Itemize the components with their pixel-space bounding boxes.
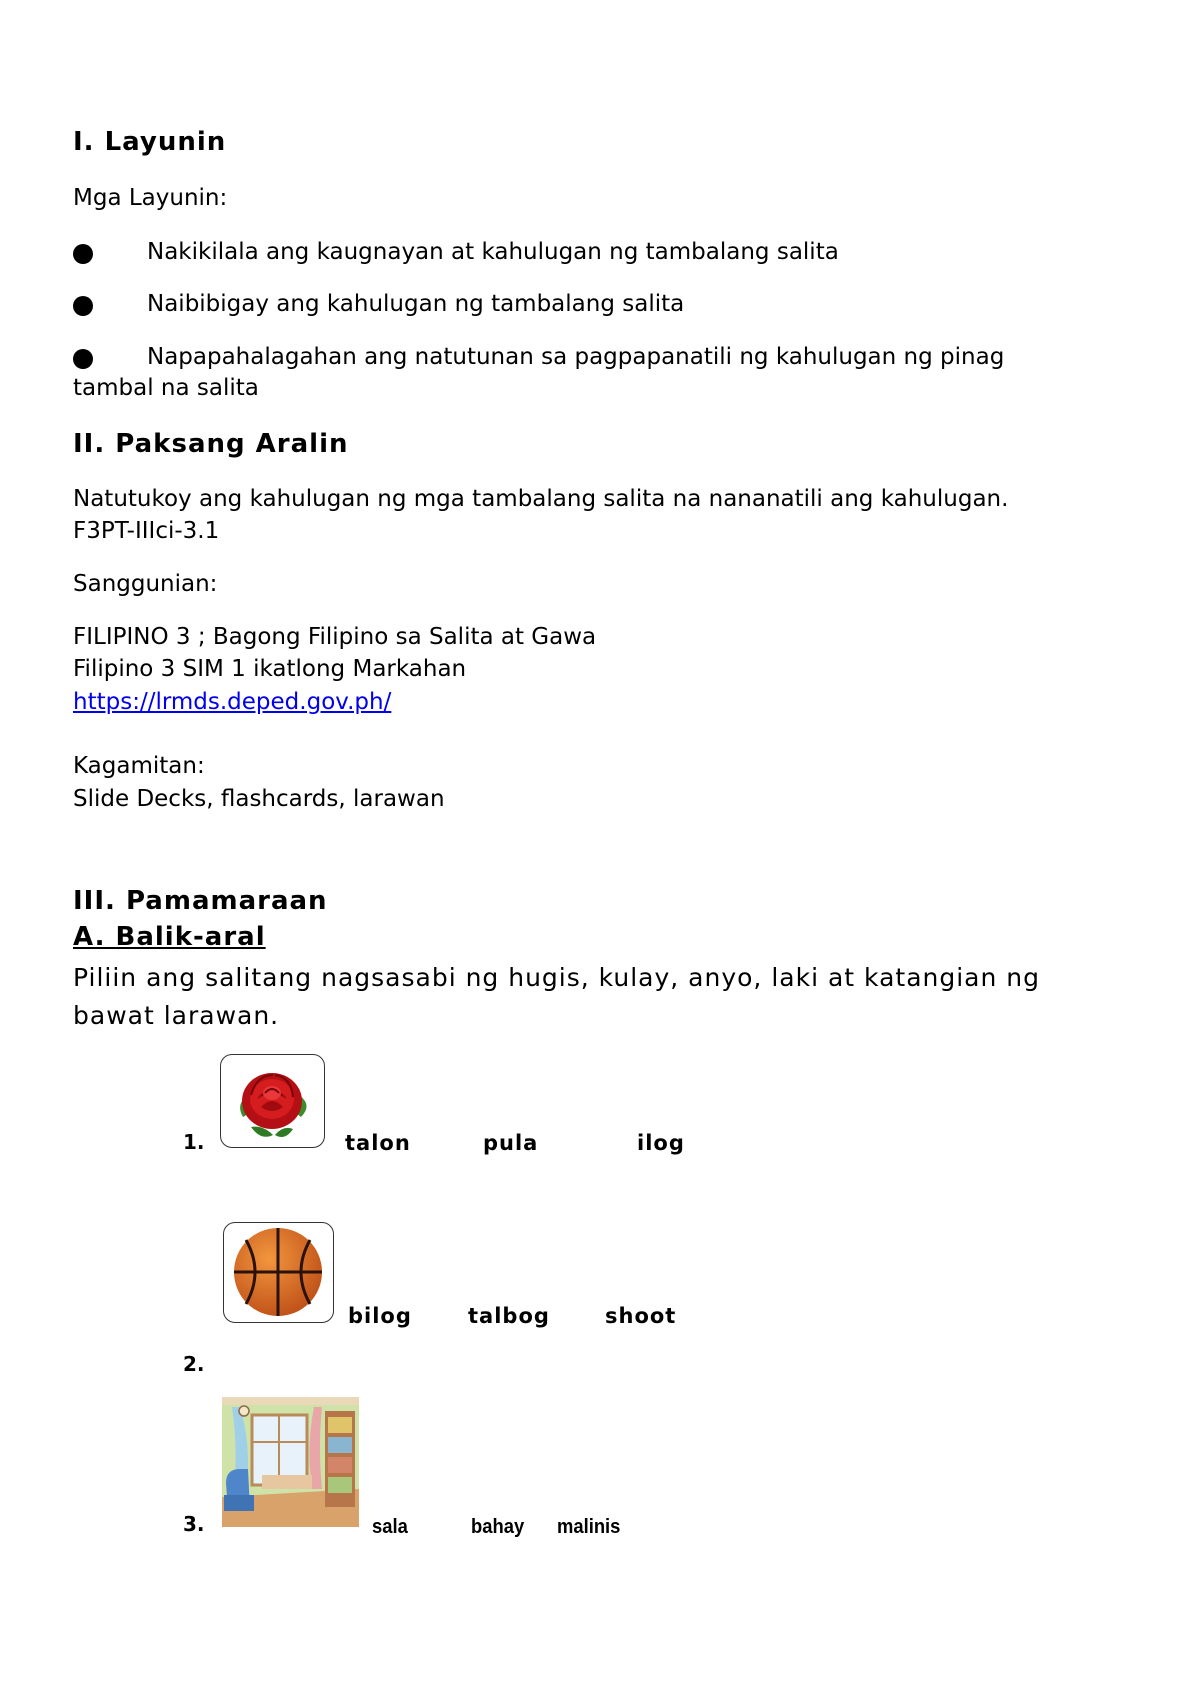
choice-1-c: ilog [637,1131,685,1155]
living-room-icon [222,1397,359,1527]
choice-2-b: talbog [468,1304,550,1328]
basketball-image [223,1222,334,1323]
item-number-2: 2. [183,1352,205,1376]
section-heading-paksang-aralin: II. Paksang Aralin [73,429,349,459]
objectives-intro: Mga Layunin: [73,185,228,211]
choice-1-a: talon [345,1131,411,1155]
objective-item-2: Naibibigay ang kahulugan ng tambalang salita [147,291,685,317]
choice-3-c: malinis [557,1516,621,1538]
subheading-balik-aral: A. Balik-aral [73,922,266,952]
instruction-line-1: Piliin ang salitang nagsasabi ng hugis, kulay, anyo, laki at katangian ng [73,963,1040,992]
objective-item-1: Nakikilala ang kaugnayan at kahulugan ng tambalang salita [147,239,839,265]
item-number-1: 1. [183,1130,205,1154]
materials-label: Kagamitan: [73,753,205,779]
rose-image [220,1054,325,1148]
reference-link[interactable]: https://lrmds.deped.gov.ph/ [73,689,392,715]
choice-3-a: sala [372,1516,408,1538]
bullet-icon [73,244,93,264]
references-label: Sanggunian: [73,571,218,597]
bullet-icon [73,296,93,316]
materials-list: Slide Decks, flashcards, larawan [73,786,445,812]
section-heading-layunin: I. Layunin [73,127,227,157]
choice-3-b: bahay [471,1516,525,1538]
instruction-line-2: bawat larawan. [73,1001,280,1030]
bullet-icon [73,349,93,369]
living-room-image [222,1397,359,1527]
choice-1-b: pula [483,1131,539,1155]
reference-item-2: Filipino 3 SIM 1 ikatlong Markahan [73,656,467,682]
item-number-3: 3. [183,1512,205,1536]
competency-code: F3PT-IIIci-3.1 [73,518,220,544]
objective-item-3: Napapahalagahan ang natutunan sa pagpapanatili ng kahulugan ng pinag [147,344,1005,370]
objective-item-3-continuation: tambal na salita [73,375,259,401]
section-heading-pamamaraan: III. Pamamaraan [73,886,328,916]
reference-item-1: FILIPINO 3 ; Bagong Filipino sa Salita at Gawa [73,624,597,650]
choice-2-c: shoot [605,1304,677,1328]
rose-icon [221,1055,324,1147]
basketball-icon [224,1223,333,1322]
choice-2-a: bilog [348,1304,412,1328]
topic-text: Natutukoy ang kahulugan ng mga tambalang salita na nananatili ang kahulugan. [73,486,1009,512]
